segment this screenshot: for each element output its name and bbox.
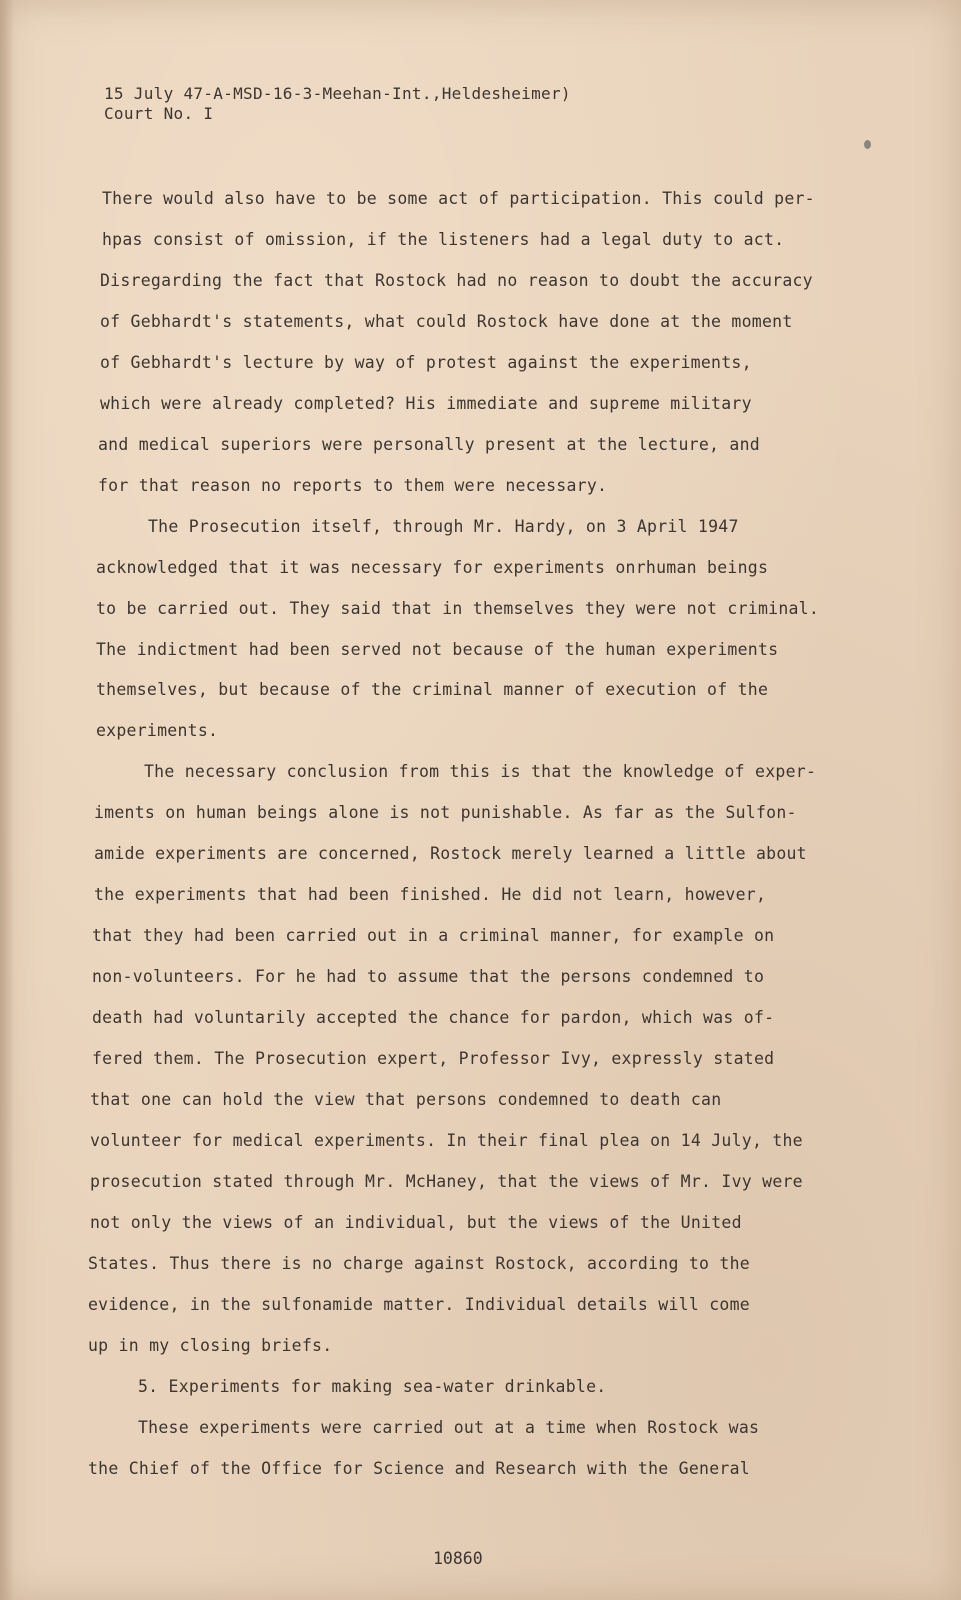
body-text-line: for that reason no reports to them were necessary. <box>98 475 608 495</box>
body-text-line: up in my closing briefs. <box>88 1335 333 1355</box>
body-text-line: of Gebhardt's statements, what could Rostock have done at the moment <box>100 311 793 331</box>
body-text-line: The indictment had been served not because of the human experiments <box>96 639 779 659</box>
body-text-line: experiments. <box>96 721 219 741</box>
header-reference-line: 15 July 47-A-MSD-16-3-Meehan-Int.,Heldesheimer) <box>104 84 571 103</box>
body-text-line: The Prosecution itself, through Mr. Hardy, on 3 April 1947 <box>148 516 739 536</box>
body-text-line: hpas consist of omission, if the listeners had a legal duty to act. <box>102 229 785 249</box>
document-header <box>104 84 571 124</box>
body-text-line: States. Thus there is no charge against Rostock, according to the <box>88 1253 750 1273</box>
body-text-line: Disregarding the fact that Rostock had no reason to doubt the accuracy <box>100 270 813 290</box>
body-text-line: amide experiments are concerned, Rostock merely learned a little about <box>94 844 807 864</box>
body-text-line: volunteer for medical experiments. In their final plea on 14 July, the <box>90 1130 803 1150</box>
body-text-line: of Gebhardt's lecture by way of protest against the experiments, <box>100 352 752 372</box>
body-text-line: themselves, but because of the criminal manner of execution of the <box>96 680 769 700</box>
body-text-line: the Chief of the Office for Science and Research with the General <box>88 1458 750 1478</box>
body-text-line: non-volunteers. For he had to assume that the persons condemned to <box>92 967 765 987</box>
body-text-line: prosecution stated through Mr. McHaney, that the views of Mr. Ivy were <box>90 1171 803 1191</box>
body-text-line: which were already completed? His immediate and supreme military <box>100 393 752 413</box>
body-text-line: the experiments that had been finished. He did not learn, however, <box>94 885 767 905</box>
body-text-line: not only the views of an individual, but the views of the United <box>90 1212 742 1232</box>
body-text-line: to be carried out. They said that in themselves they were not criminal. <box>96 598 820 618</box>
body-text-line: 5. Experiments for making sea-water drinkable. <box>138 1376 607 1396</box>
body-text-line: fered them. The Prosecution expert, Professor Ivy, expressly stated <box>92 1049 775 1068</box>
body-text-line: evidence, in the sulfonamide matter. Individual details will come <box>88 1294 750 1314</box>
body-text-line: acknowledged that it was necessary for experiments onrhuman beings <box>96 557 769 577</box>
header-court-line: Court No. I <box>104 104 214 123</box>
body-text-line: and medical superiors were personally present at the lecture, and <box>98 434 760 454</box>
body-text-line: iments on human beings alone is not punishable. As far as the Sulfon- <box>94 803 797 823</box>
paper-edge <box>0 0 14 1600</box>
page-number: 10860 <box>433 1549 483 1568</box>
body-text-line: These experiments were carried out at a time when Rostock was <box>138 1417 760 1437</box>
body-text-line: that they had been carried out in a criminal manner, for example on <box>92 926 775 946</box>
body-text-line: that one can hold the view that persons condemned to death can <box>90 1089 722 1109</box>
ink-mark <box>864 140 871 149</box>
body-text-line: death had voluntarily accepted the chance for pardon, which was of- <box>92 1008 775 1027</box>
body-text-line: The necessary conclusion from this is that the knowledge of exper- <box>144 762 817 782</box>
body-text-line: There would also have to be some act of participation. This could per- <box>102 189 815 208</box>
